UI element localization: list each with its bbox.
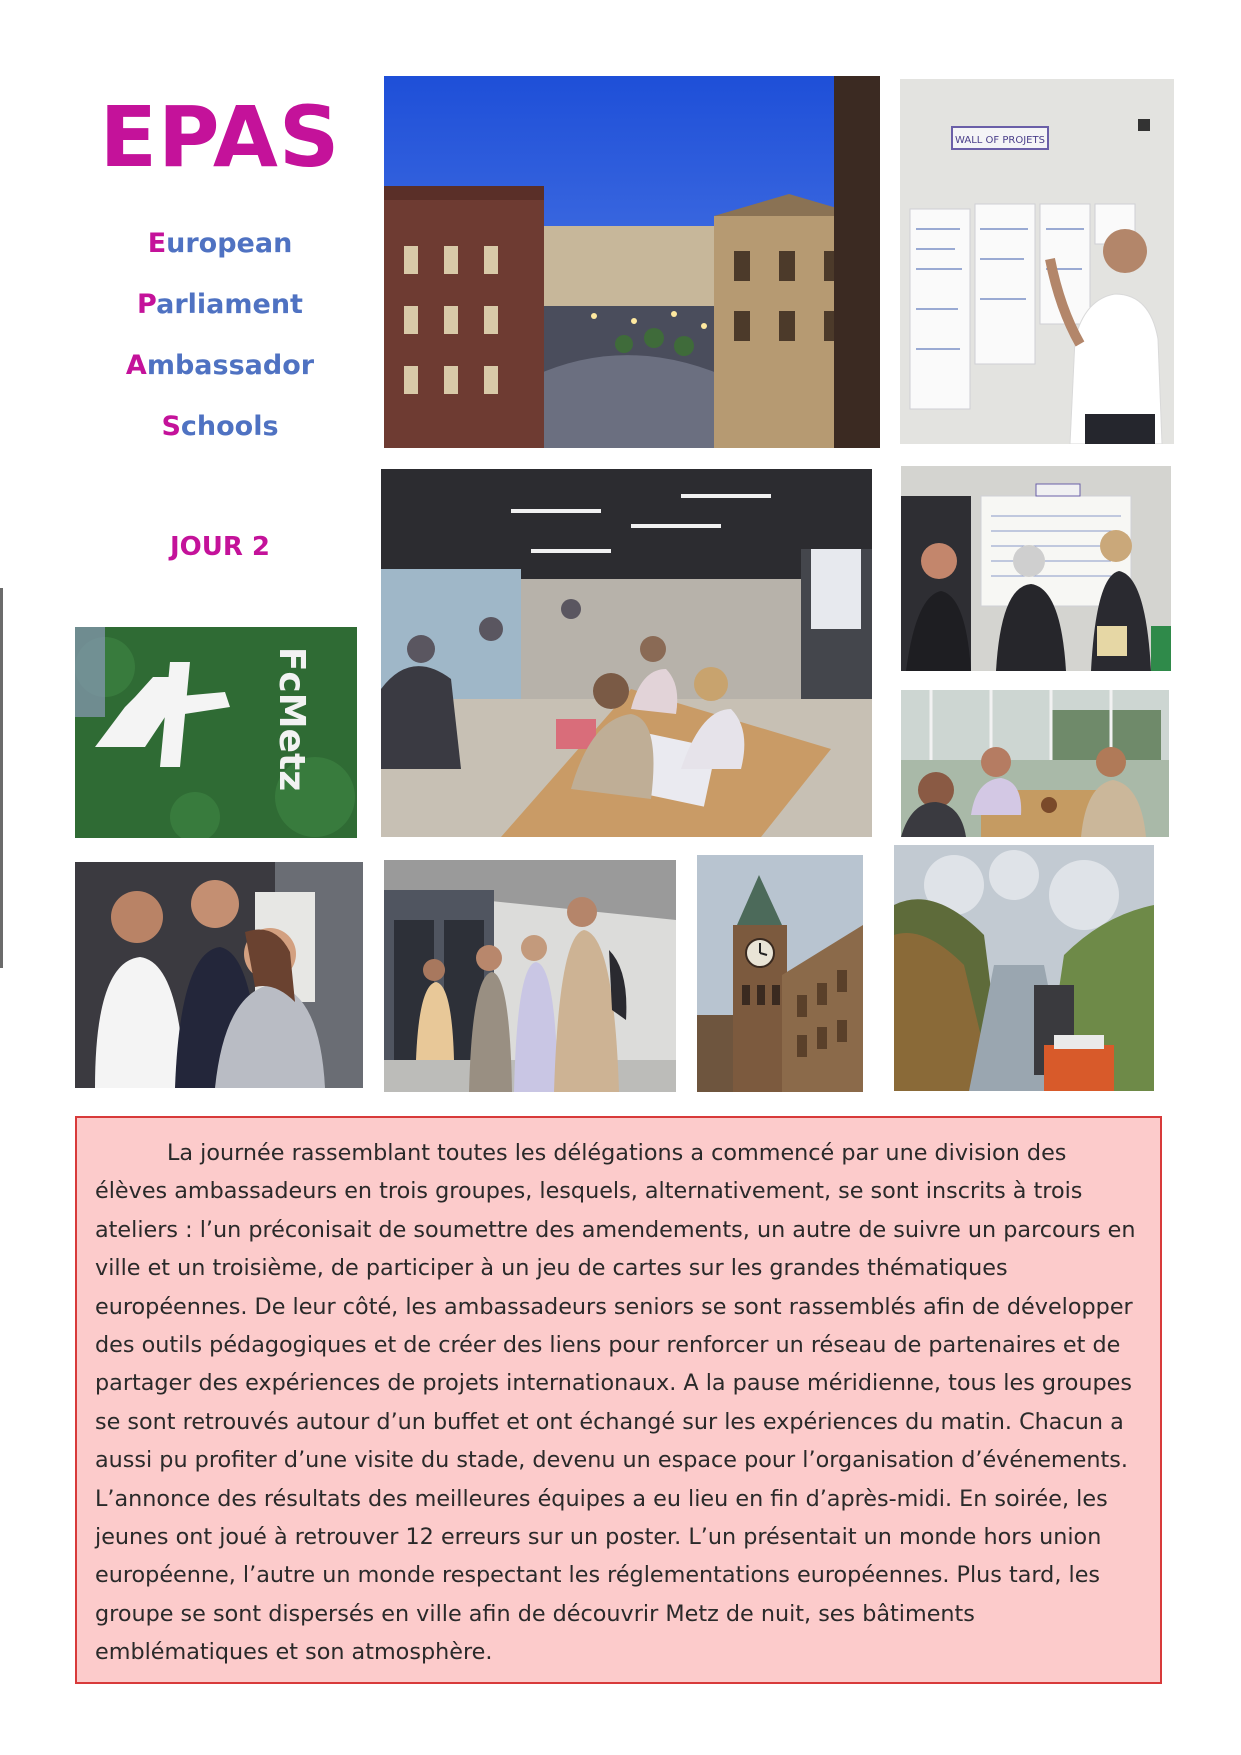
page-edge-strip: [0, 588, 3, 968]
acronym-line-schools: Schools: [161, 411, 279, 442]
photo-night-city-square: [384, 76, 880, 448]
summary-text-box: [75, 1116, 1162, 1684]
day-label: JOUR 2: [169, 532, 271, 562]
photo-wall-of-projects: [900, 79, 1174, 444]
photo-students-outdoor: [384, 860, 676, 1092]
photo-workshop-hall: [381, 469, 872, 837]
svg-text:FcMetz: FcMetz: [271, 646, 312, 792]
photo-seniors-at-wall: [901, 466, 1171, 671]
photo-fc-metz-turf: [75, 627, 357, 838]
page-title: EPAS: [99, 88, 341, 186]
summary-paragraph: La journée rassemblant toutes les délégations a commencé par une division des élèves ambassadeurs en trois groupes, lesquels, alternativement, se sont inscrits à trois ateliers : l’un préconisait de soumettre des amendements, un autre de suivre un parcours en ville et un troisième, de participer à un jeu de cartes sur les grandes thématiques européennes. De leur côté, les ambassadeurs seniors se sont rassemblés afin de développer des outils pédagogiques et de créer des liens pour renforcer un réseau de partenaires et de partager des expériences de projets internationaux. A la pause méridienne, tous les groupes se sont retrouvés autour d’un buffet et ont échangé sur les expériences du matin. Chacun a aussi pu profiter d’une visite du stade, devenu un espace pour l’organisation d’événements. L’annonce des résultats des meilleures équipes a eu lieu en fin d’après-midi. En soirée, les jeunes ont joué à retrouver 12 erreurs sur un poster. L’un présentait un monde hors union européenne, l’autre un monde respectant les réglementations européennes. Plus tard, les groupe se sont dispersés en ville afin de découvrir Metz de nuit, ses bâtiments emblématiques et son atmosphère.: [95, 1140, 1136, 1666]
acronym-line-ambassador: Ambassador: [125, 350, 315, 381]
photo-participants-talking: [75, 862, 363, 1088]
photo-canal-boats: [894, 845, 1154, 1091]
photo-cafe-group: [901, 690, 1169, 837]
acronym-line-parliament: Parliament: [137, 289, 303, 320]
acronym-line-european: European: [147, 228, 293, 259]
photo-clock-tower: [697, 855, 863, 1092]
svg-text:WALL OF PROJETS: WALL OF PROJETS: [955, 135, 1045, 146]
